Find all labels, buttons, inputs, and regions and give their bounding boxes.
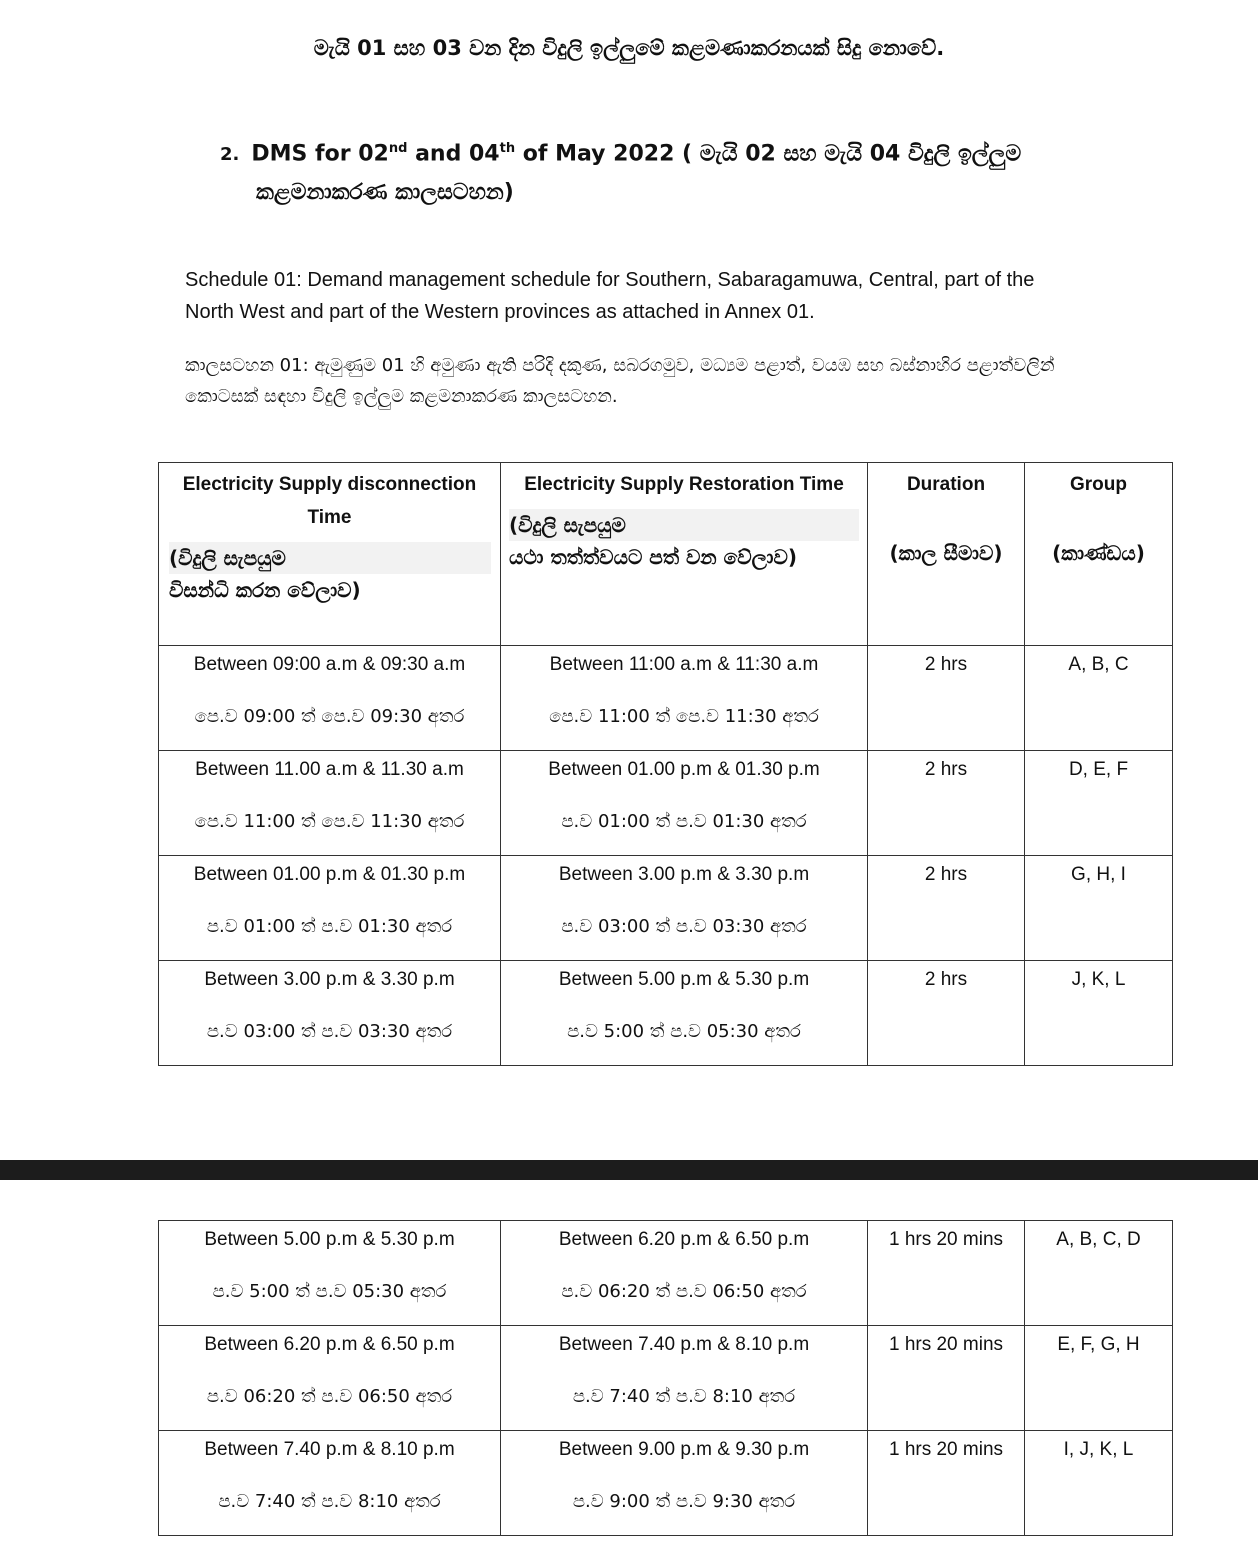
section-number: 2. bbox=[220, 144, 240, 166]
header-group bbox=[1025, 463, 1173, 646]
restoration-cell bbox=[501, 856, 868, 961]
restoration-cell bbox=[501, 961, 868, 1066]
restoration-time-si: ප.ව 01:00 ත් ප.ව 01:30 අතර bbox=[561, 811, 807, 832]
schedule-description-en: Schedule 01: Demand management schedule for Southern, Sabaragamuwa, Central, part of the North West and part of the Western provinces as attached in Annex 01. bbox=[185, 269, 1035, 323]
header-duration-si: (කාල සීමාව) bbox=[889, 541, 1003, 565]
restoration-time-en: Between 01.00 p.m & 01.30 p.m bbox=[548, 759, 820, 780]
disconnection-time-en: Between 6.20 p.m & 6.50 p.m bbox=[204, 1334, 455, 1355]
header-restoration-en: Electricity Supply Restoration Time bbox=[524, 474, 844, 495]
disconnection-time-si: ප.ව 01:00 ත් ප.ව 01:30 අතර bbox=[206, 916, 453, 937]
heading-sup-2: th bbox=[499, 141, 516, 156]
restoration-time-en: Between 7.40 p.m & 8.10 p.m bbox=[558, 1334, 810, 1355]
duration-value: 1 hrs 20 mins bbox=[888, 1439, 1004, 1460]
group-cell bbox=[1025, 646, 1173, 751]
duration-cell bbox=[868, 751, 1025, 856]
group-cell bbox=[1025, 856, 1173, 961]
restoration-time-en: Between 6.20 p.m & 6.50 p.m bbox=[558, 1229, 810, 1250]
disconnection-time-si: පෙ.ව 09:00 ත් පෙ.ව 09:30 අතර bbox=[194, 706, 465, 727]
group-value: G, H, I bbox=[1071, 864, 1126, 885]
heading-sup-1: nd bbox=[388, 141, 408, 156]
header-disconnection-si-1: (විදුලි සැපයුම bbox=[169, 542, 491, 574]
duration-cell bbox=[868, 856, 1025, 961]
header-restoration-time bbox=[501, 463, 868, 646]
restoration-time-si: ප.ව 9:00 ත් ප.ව 9:30 අතර bbox=[572, 1491, 796, 1512]
table-header-row bbox=[159, 463, 1173, 646]
disconnection-cell bbox=[159, 1326, 501, 1431]
header-duration-en: Duration bbox=[906, 474, 986, 495]
duration-value: 2 hrs bbox=[924, 864, 968, 885]
restoration-cell bbox=[501, 646, 868, 751]
schedule-table-part-1 bbox=[158, 462, 1173, 1066]
group-value: I, J, K, L bbox=[1063, 1439, 1134, 1460]
duration-cell bbox=[868, 1431, 1025, 1536]
header-disconnection-si-2: විසන්ධි කරන වේලාව) bbox=[169, 578, 361, 602]
duration-value: 1 hrs 20 mins bbox=[888, 1229, 1004, 1250]
disconnection-time-si: ප.ව 03:00 ත් ප.ව 03:30 අතර bbox=[206, 1021, 453, 1042]
duration-cell bbox=[868, 1221, 1025, 1326]
group-value: D, E, F bbox=[1068, 759, 1129, 780]
disconnection-time-en: Between 7.40 p.m & 8.10 p.m bbox=[204, 1439, 455, 1460]
restoration-time-si: ප.ව 06:20 ත් ප.ව 06:50 අතර bbox=[561, 1281, 807, 1302]
disconnection-cell bbox=[159, 751, 501, 856]
header-group-en: Group bbox=[1070, 474, 1127, 495]
restoration-cell bbox=[501, 1431, 868, 1536]
duration-value: 2 hrs bbox=[924, 759, 968, 780]
disconnection-cell bbox=[159, 856, 501, 961]
restoration-time-en: Between 9.00 p.m & 9.30 p.m bbox=[558, 1439, 810, 1460]
section-heading bbox=[220, 130, 1100, 212]
header-disconnection-time bbox=[159, 463, 501, 646]
restoration-time-en: Between 5.00 p.m & 5.30 p.m bbox=[558, 969, 810, 990]
group-cell bbox=[1025, 1221, 1173, 1326]
disconnection-time-si: ප.ව 5:00 ත් ප.ව 05:30 අතර bbox=[212, 1281, 447, 1302]
header-disconnection-en: Electricity Supply disconnection Time bbox=[182, 474, 477, 528]
header-group-si: (කාණ්ඩය) bbox=[1052, 541, 1145, 565]
disconnection-time-en: Between 3.00 p.m & 3.30 p.m bbox=[204, 969, 455, 990]
schedule-table-part-2 bbox=[158, 1220, 1173, 1536]
page-break-band bbox=[0, 1160, 1258, 1180]
restoration-cell bbox=[501, 751, 868, 856]
restoration-cell bbox=[501, 1221, 868, 1326]
heading-part-2: and 04 bbox=[407, 141, 500, 167]
heading-part-1: DMS for 02 bbox=[251, 141, 389, 167]
table-row bbox=[159, 1221, 1173, 1326]
restoration-time-si: ප.ව 7:40 ත් ප.ව 8:10 අතර bbox=[572, 1386, 796, 1407]
heading-continuation: කළමනාකරණ කාලසටහන) bbox=[256, 180, 514, 206]
disconnection-cell bbox=[159, 1431, 501, 1536]
disconnection-time-si: ප.ව 06:20 ත් ප.ව 06:50 අතර bbox=[206, 1386, 453, 1407]
duration-value: 1 hrs 20 mins bbox=[888, 1334, 1004, 1355]
no-dms-notice: මැයි 01 සහ 03 වන දින විදුලි ඉල්ලුමේ කළමණාකරනයක් සිදු නොවේ. bbox=[313, 36, 945, 60]
group-value: J, K, L bbox=[1071, 969, 1126, 990]
table-row bbox=[159, 961, 1173, 1066]
restoration-time-si: පෙ.ව 11:00 ත් පෙ.ව 11:30 අතර bbox=[549, 706, 819, 727]
restoration-time-si: ප.ව 5:00 ත් ප.ව 05:30 අතර bbox=[567, 1021, 801, 1042]
disconnection-cell bbox=[159, 1221, 501, 1326]
header-restoration-si-1: (විදුලි සැපයුම bbox=[509, 509, 859, 541]
restoration-time-en: Between 3.00 p.m & 3.30 p.m bbox=[558, 864, 810, 885]
header-restoration-si-2: යථා තත්ත්වයට පත් වන වේලාව) bbox=[509, 545, 797, 569]
duration-value: 2 hrs bbox=[924, 654, 968, 675]
duration-cell bbox=[868, 1326, 1025, 1431]
header-duration bbox=[868, 463, 1025, 646]
table-row bbox=[159, 646, 1173, 751]
group-cell bbox=[1025, 1326, 1173, 1431]
header-disconnection-si bbox=[159, 542, 500, 606]
restoration-time-si: ප.ව 03:00 ත් ප.ව 03:30 අතර bbox=[561, 916, 807, 937]
duration-cell bbox=[868, 961, 1025, 1066]
schedule-description-si: කාලසටහන 01: ඇමුණුම 01 හි අමුණා ඇති පරිදි දකුණ, සබරගමුව, මධ්‍යම පළාත්, වයඹ සහ බස්නාහිර පළාත්වලින් කොටසක් සඳහා විදුලි ඉල්ලුම කළමනාකරණ කාලසටහන. bbox=[185, 355, 1055, 407]
disconnection-cell bbox=[159, 646, 501, 751]
disconnection-time-si: ප.ව 7:40 ත් ප.ව 8:10 අතර bbox=[218, 1491, 441, 1512]
group-value: A, B, C, D bbox=[1056, 1229, 1141, 1250]
disconnection-cell bbox=[159, 961, 501, 1066]
group-cell bbox=[1025, 751, 1173, 856]
table-row bbox=[159, 751, 1173, 856]
table-row bbox=[159, 1431, 1173, 1536]
header-restoration-si bbox=[501, 509, 867, 573]
disconnection-time-en: Between 01.00 p.m & 01.30 p.m bbox=[193, 864, 466, 885]
duration-value: 2 hrs bbox=[924, 969, 968, 990]
disconnection-time-en: Between 11.00 a.m & 11.30 a.m bbox=[195, 759, 464, 780]
group-cell bbox=[1025, 1431, 1173, 1536]
table-row bbox=[159, 856, 1173, 961]
disconnection-time-en: Between 09:00 a.m & 09:30 a.m bbox=[193, 654, 466, 675]
duration-cell bbox=[868, 646, 1025, 751]
restoration-cell bbox=[501, 1326, 868, 1431]
group-value: E, F, G, H bbox=[1057, 1334, 1140, 1355]
table-row bbox=[159, 1326, 1173, 1431]
group-value: A, B, C bbox=[1068, 654, 1129, 675]
disconnection-time-en: Between 5.00 p.m & 5.30 p.m bbox=[204, 1229, 455, 1250]
heading-part-3: of May 2022 ( මැයි 02 සහ මැයි 04 විදුලි ඉල්ලුම bbox=[515, 141, 1022, 167]
group-cell bbox=[1025, 961, 1173, 1066]
disconnection-time-si: පෙ.ව 11:00 ත් පෙ.ව 11:30 අතර bbox=[194, 811, 465, 832]
restoration-time-en: Between 11:00 a.m & 11:30 a.m bbox=[549, 654, 819, 675]
